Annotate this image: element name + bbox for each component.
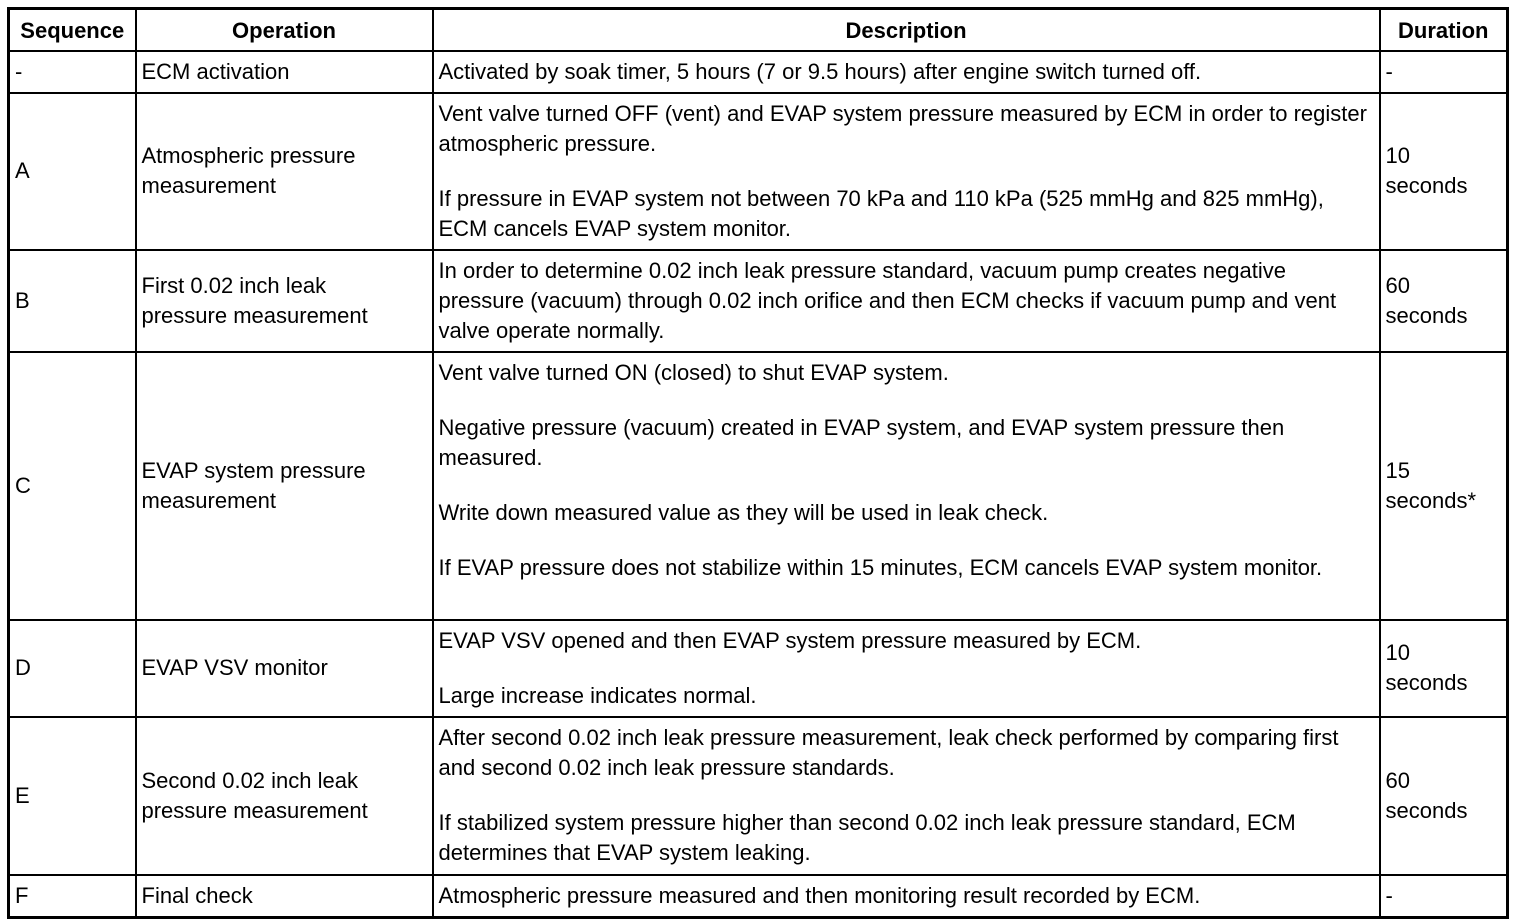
table-row (9, 51, 1508, 93)
cell-description (433, 93, 1380, 250)
description-paragraph: EVAP VSV opened and then EVAP system pressure measured by ECM. (438, 627, 1142, 653)
cell-sequence: - (9, 51, 136, 93)
description-paragraph: In order to determine 0.02 inch leak pressure standard, vacuum pump creates negative pressure (vacuum) through 0.02 inch orifice and then ECM checks if vacuum pump and vent valve operate normally. (438, 257, 1337, 343)
cell-description (433, 717, 1380, 875)
cell-duration: - (1380, 875, 1508, 918)
table-row (9, 620, 1508, 717)
cell-description (433, 250, 1380, 352)
header-sequence: Sequence (9, 9, 136, 51)
description-paragraph: Vent valve turned OFF (vent) and EVAP system pressure measured by ECM in order to register atmospheric pressure. (438, 100, 1367, 156)
cell-sequence: B (9, 250, 136, 352)
cell-description (433, 875, 1380, 918)
cell-operation: Second 0.02 inch leak pressure measurement (136, 717, 433, 875)
description-paragraph: Vent valve turned ON (closed) to shut EVAP system. (438, 359, 949, 385)
description-paragraph: Large increase indicates normal. (438, 682, 757, 708)
cell-description (433, 620, 1380, 717)
cell-operation: ECM activation (136, 51, 433, 93)
cell-operation: Final check (136, 875, 433, 918)
cell-duration: 60 seconds (1380, 717, 1508, 875)
cell-sequence: C (9, 352, 136, 620)
description-paragraph: If EVAP pressure does not stabilize within 15 minutes, ECM cancels EVAP system monitor. (438, 554, 1323, 580)
header-description: Description (433, 9, 1380, 51)
cell-operation: EVAP system pressure measurement (136, 352, 433, 620)
cell-duration: - (1380, 51, 1508, 93)
cell-operation: First 0.02 inch leak pressure measurement (136, 250, 433, 352)
cell-operation: EVAP VSV monitor (136, 620, 433, 717)
cell-duration: 60 seconds (1380, 250, 1508, 352)
cell-description (433, 51, 1380, 93)
cell-duration: 15 seconds* (1380, 352, 1508, 620)
cell-sequence: E (9, 717, 136, 875)
evap-monitor-table (7, 7, 1509, 919)
description-paragraph: Activated by soak timer, 5 hours (7 or 9.5 hours) after engine switch turned off. (438, 58, 1202, 84)
description-paragraph: If pressure in EVAP system not between 70 kPa and 110 kPa (525 mmHg and 825 mmHg), ECM cancels EVAP system monitor. (438, 185, 1324, 241)
table-header-row (9, 9, 1508, 51)
header-duration: Duration (1380, 9, 1508, 51)
description-paragraph: Negative pressure (vacuum) created in EVAP system, and EVAP system pressure then measured. (438, 414, 1285, 470)
cell-description (433, 352, 1380, 620)
cell-sequence: D (9, 620, 136, 717)
table-body (9, 51, 1508, 918)
description-paragraph: Atmospheric pressure measured and then monitoring result recorded by ECM. (438, 882, 1201, 908)
table-row (9, 875, 1508, 918)
header-operation: Operation (136, 9, 433, 51)
cell-operation: Atmospheric pressure measurement (136, 93, 433, 250)
description-paragraph: After second 0.02 inch leak pressure measurement, leak check performed by comparing first and second 0.02 inch leak pressure standards. (438, 724, 1339, 780)
table-row (9, 352, 1508, 620)
description-paragraph: Write down measured value as they will be used in leak check. (438, 499, 1049, 525)
table-row (9, 250, 1508, 352)
table-row (9, 93, 1508, 250)
table-row (9, 717, 1508, 875)
cell-duration: 10 seconds (1380, 93, 1508, 250)
cell-sequence: A (9, 93, 136, 250)
cell-duration: 10 seconds (1380, 620, 1508, 717)
description-paragraph: If stabilized system pressure higher than second 0.02 inch leak pressure standard, ECM determines that EVAP system leaking. (438, 809, 1296, 865)
cell-sequence: F (9, 875, 136, 918)
